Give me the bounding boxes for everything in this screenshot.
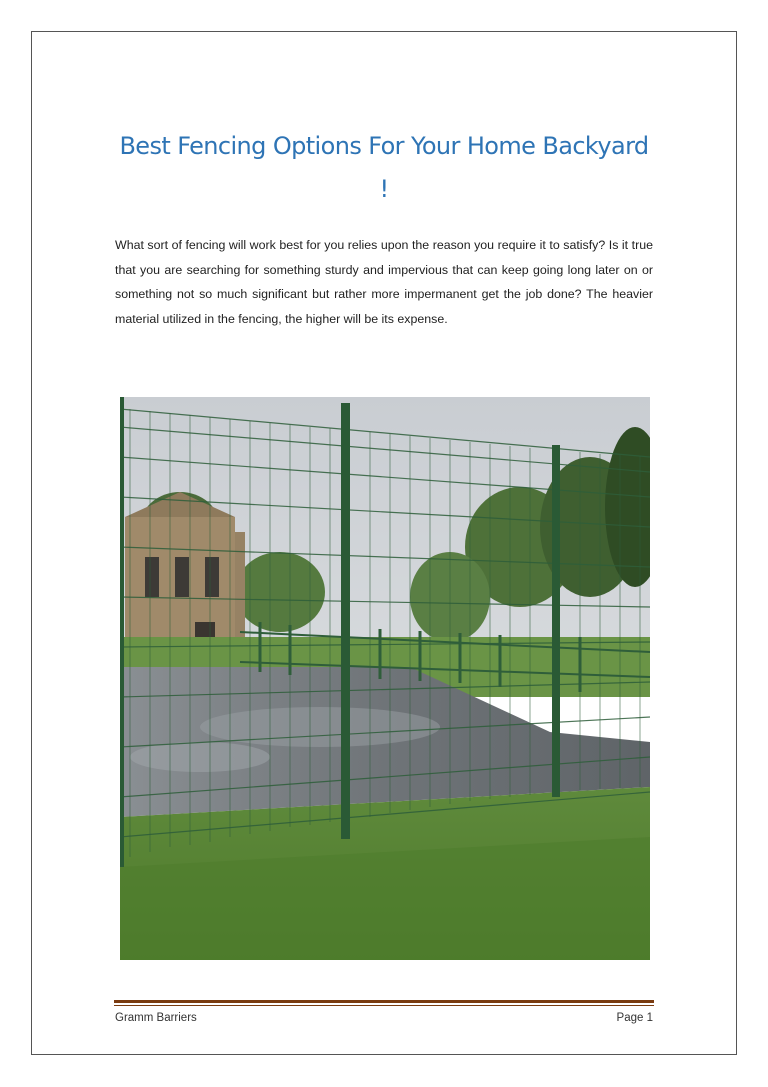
footer-rule-thin bbox=[114, 1005, 654, 1006]
footer-rule bbox=[114, 1000, 654, 1003]
footer-company: Gramm Barriers bbox=[115, 1012, 197, 1024]
fence-photo bbox=[120, 397, 650, 960]
body-paragraph: What sort of fencing will work best for you relies upon the reason you require it to satisfy? Is it true that you are searching for something sturdy and impervious that can keep going long later on or something not so much significant but rather more impermanent get the job done? The heavier material utilized in the fencing, the higher will be its expense. bbox=[115, 238, 653, 326]
document-title: Best Fencing Options For Your Home Backyard ! bbox=[119, 132, 649, 203]
footer-page-number: Page 1 bbox=[616, 1012, 653, 1024]
